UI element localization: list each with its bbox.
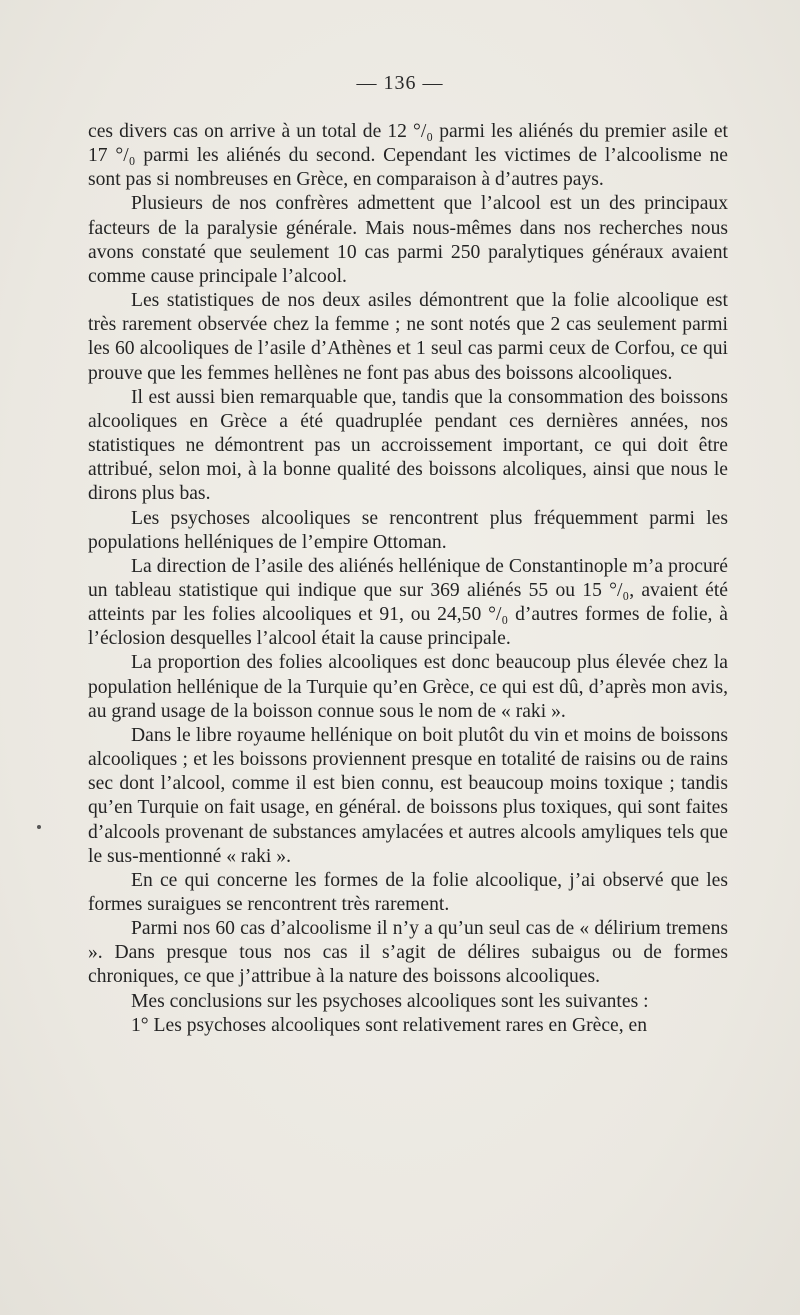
paragraph-12: 1° Les psychoses alcooliques sont relativement rares en Grèce, en	[131, 1014, 648, 1036]
paragraph-10: Parmi nos 60 cas d’alcoolisme il n’y a qu’un seul cas de « délirium tremens ». Dans presque tous nos cas il s’agit de délires subaigus ou de formes chroniques, ce que j’attribue à la nature des boissons alcooliques.	[88, 918, 728, 988]
paragraph-2: Plusieurs de nos confrères admettent que l’alcool est un des principaux facteurs de la paralysie générale. Mais nous-mêmes dans nos recherches nous avons constaté que seulement 10 cas parmi 250 paralytiques généraux avaient comme cause principale l’alcool.	[88, 193, 728, 287]
body-text	[88, 120, 728, 1038]
paragraph-1: ces divers cas on arrive à un total de 12 °/₀ parmi les aliénés du premier asile et 17 °/₀ parmi les aliénés du second. Cependant les victimes de l’alcoolisme ne sont pas si nombreuses en Grèce, en comparaison à d’autres pays.	[88, 121, 728, 191]
paragraph-5: Les psychoses alcooliques se rencontrent plus fréquemment parmi les populations helléniques de l’empire Ottoman.	[88, 507, 728, 553]
paragraph-8: Dans le libre royaume hellénique on boit plutôt du vin et moins de boissons alcooliques ; et les boissons proviennent presque en totalité de raisins ou de rains sec dont l’alcool, comme il est bien connu, est beaucoup moins toxique ; tandis qu’en Turquie on fait usage, en général. de boissons plus toxiques, qui sont faites d’alcools provenant de substances amylacées et autres alcools amyliques tels que le sus-mentionné « raki ».	[88, 724, 728, 867]
ink-speck	[37, 825, 41, 829]
paragraph-4: Il est aussi bien remarquable que, tandis que la consommation des boissons alcooliques en Grèce a été quadruplée pendant ces dernières années, nos statistiques ne démontrent pas un accroissement important, ce qui doit être attribué, selon moi, à la bonne qualité des boissons alcoliques, ainsi que nous le dirons plus bas.	[88, 386, 728, 505]
paragraph-11: Mes conclusions sur les psychoses alcooliques sont les suivantes :	[131, 990, 649, 1012]
paragraph-3: Les statistiques de nos deux asiles démontrent que la folie alcoolique est très rarement observée chez la femme ; ne sont notés que 2 cas seulement parmi les 60 alcooliques de l’asile d’Athènes et 1 seul cas parmi ceux de Corfou, ce qui prouve que les femmes hellènes ne font pas abus des boissons alcooliques.	[88, 290, 728, 384]
page-number: — 136 —	[356, 72, 444, 94]
paragraph-9: En ce qui concerne les formes de la folie alcoolique, j’ai observé que les formes suraigues se rencontrent très rarement.	[88, 869, 728, 915]
paragraph-7: La proportion des folies alcooliques est donc beaucoup plus élevée chez la population hellénique de la Turquie qu’en Grèce, ce qui est dû, d’après mon avis, au grand usage de la boisson connue sous le nom de « raki ».	[88, 652, 728, 722]
paragraph-6: La direction de l’asile des aliénés hellénique de Constantinople m’a procuré un tableau statistique qui indique que sur 369 aliénés 55 ou 15 °/₀, avaient été atteints par les folies alcooliques et 91, ou 24,50 °/₀ d’autres formes de folie, à l’éclosion desquelles l’alcool était la cause principale.	[88, 555, 728, 650]
